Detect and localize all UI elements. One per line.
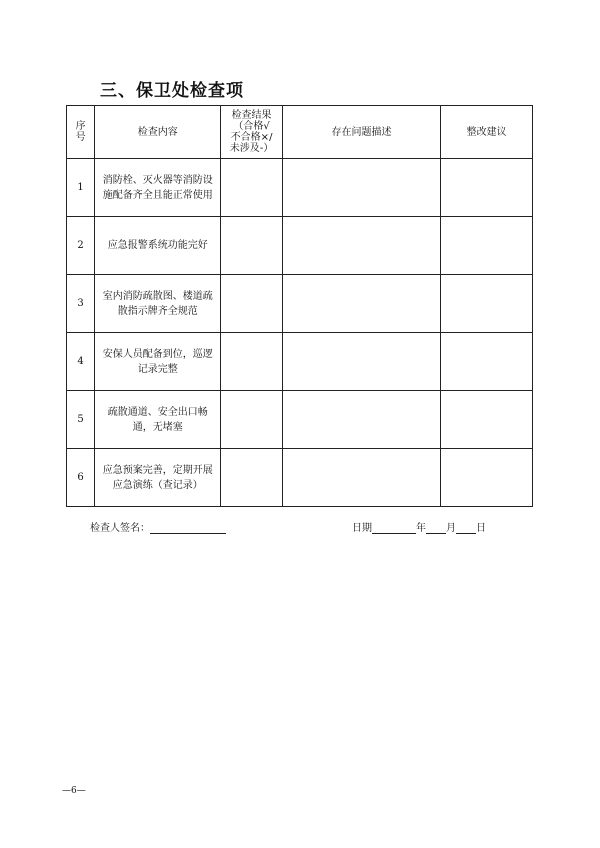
inspection-table — [66, 105, 533, 507]
advice-cell[interactable] — [441, 333, 533, 391]
result-cell[interactable] — [221, 333, 283, 391]
row-content: 消防栓、灭火器等消防设施配备齐全且能正常使用 — [95, 159, 221, 217]
signature-label: 检查人签名： — [90, 523, 150, 534]
section-title: 三、保卫处检查项 — [100, 81, 244, 101]
issue-cell[interactable] — [282, 275, 440, 333]
table-row — [67, 217, 533, 275]
header-rectification-advice: 整改建议 — [441, 106, 533, 159]
table-row — [67, 333, 533, 391]
header-content: 检查内容 — [95, 106, 221, 159]
advice-cell[interactable] — [441, 159, 533, 217]
row-index: 5 — [67, 391, 95, 449]
advice-cell[interactable] — [441, 449, 533, 507]
issue-cell[interactable] — [282, 333, 440, 391]
date-line — [352, 519, 486, 534]
issue-cell[interactable] — [282, 449, 440, 507]
year-label: 年 — [416, 523, 426, 534]
month-field[interactable] — [426, 522, 446, 534]
signature-field[interactable] — [150, 522, 226, 534]
table-row — [67, 449, 533, 507]
row-content: 应急报警系统功能完好 — [95, 217, 221, 275]
table-row — [67, 159, 533, 217]
row-index: 3 — [67, 275, 95, 333]
row-index: 4 — [67, 333, 95, 391]
month-label: 月 — [446, 523, 456, 534]
row-content: 安保人员配备到位，巡逻记录完整 — [95, 333, 221, 391]
result-cell[interactable] — [221, 449, 283, 507]
result-cell[interactable] — [221, 217, 283, 275]
issue-cell[interactable] — [282, 217, 440, 275]
page-number: —6— — [62, 786, 86, 796]
table-row — [67, 275, 533, 333]
advice-cell[interactable] — [441, 217, 533, 275]
header-issue-description: 存在问题描述 — [282, 106, 440, 159]
issue-cell[interactable] — [282, 159, 440, 217]
header-index: 序 号 — [67, 106, 95, 159]
signature-line — [90, 519, 226, 534]
day-field[interactable] — [456, 522, 476, 534]
row-index: 6 — [67, 449, 95, 507]
advice-cell[interactable] — [441, 391, 533, 449]
row-index: 1 — [67, 159, 95, 217]
row-content: 疏散通道、安全出口畅通，无堵塞 — [95, 391, 221, 449]
row-content: 室内消防疏散图、楼道疏散指示牌齐全规范 — [95, 275, 221, 333]
result-cell[interactable] — [221, 275, 283, 333]
row-index: 2 — [67, 217, 95, 275]
day-label: 日 — [476, 523, 486, 534]
date-label: 日期 — [352, 523, 372, 534]
row-content: 应急预案完善，定期开展应急演练（查记录） — [95, 449, 221, 507]
result-cell[interactable] — [221, 391, 283, 449]
issue-cell[interactable] — [282, 391, 440, 449]
table-header-row — [67, 106, 533, 159]
header-result: 检查结果 （合格√ 不合格×/ 未涉及-） — [221, 106, 283, 159]
advice-cell[interactable] — [441, 275, 533, 333]
year-field[interactable] — [372, 522, 416, 534]
result-cell[interactable] — [221, 159, 283, 217]
table-row — [67, 391, 533, 449]
